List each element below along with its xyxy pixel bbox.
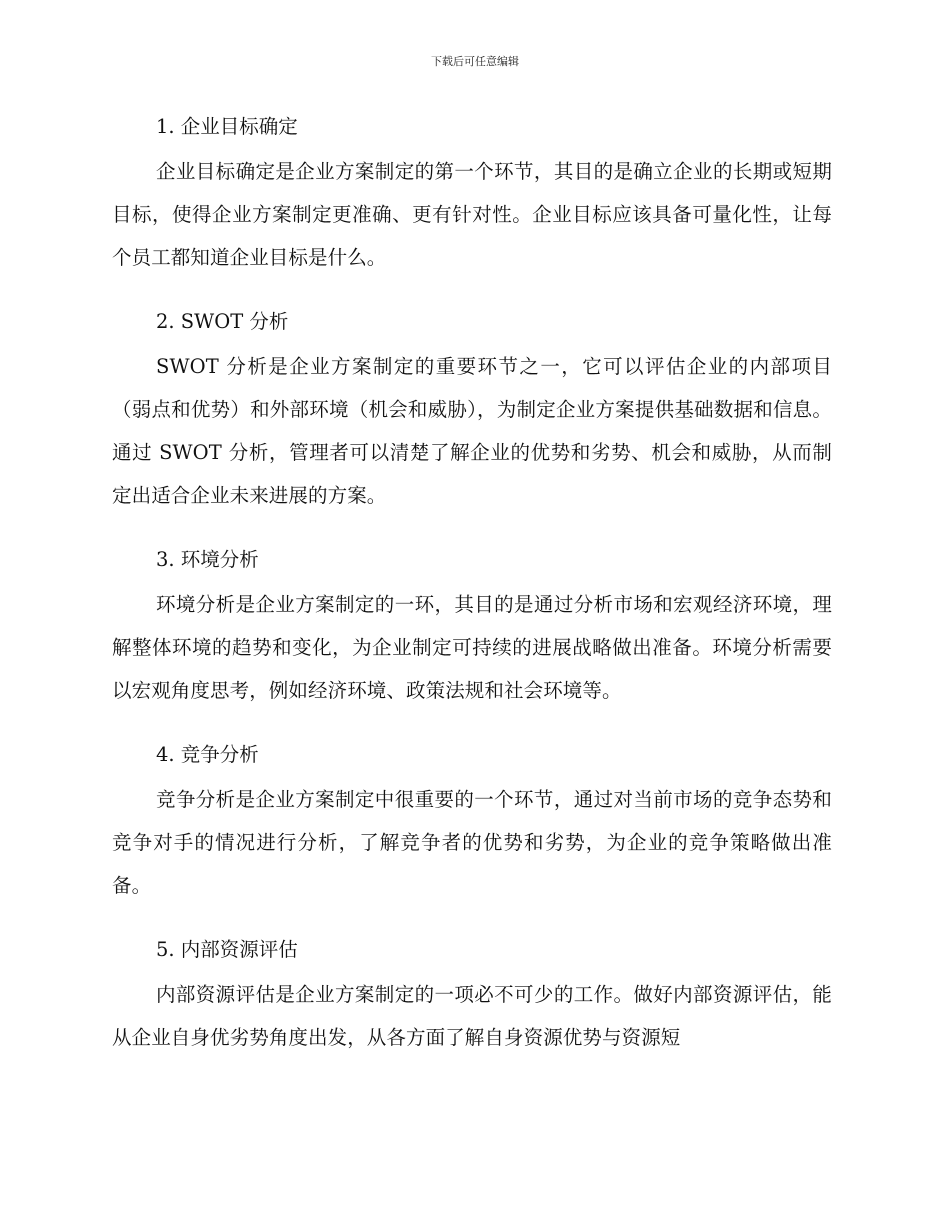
section-2 (112, 305, 832, 517)
section-paragraph: 内部资源评估是企业方案制定的一项必不可少的工作。做好内部资源评估，能从企业自身优劣势角度出发，从各方面了解自身资源优势与资源短 (112, 983, 832, 1049)
section-heading: 3. 环境分析 (156, 548, 259, 571)
section-paragraph: 环境分析是企业方案制定的一环，其目的是通过分析市场和宏观经济环境，理解整体环境的趋势和变化，为企业制定可持续的进展战略做出准备。环境分析需要以宏观角度思考，例如经济环境、政策法规和社会环境等。 (112, 593, 832, 702)
section-heading: 2. SWOT 分析 (156, 310, 289, 333)
section-1 (112, 110, 832, 279)
section-heading: 5. 内部资源评估 (156, 938, 298, 961)
section-paragraph: SWOT 分析是企业方案制定的重要环节之一，它可以评估企业的内部项目（弱点和优势）和外部环境（机会和威胁），为制定企业方案提供基础数据和信息。通过 SWOT 分析，管理者可以清楚了解企业的优势和劣势、机会和威胁，从而制定出适合企业未来进展的方案。 (112, 355, 832, 507)
section-3 (112, 543, 832, 712)
section-paragraph: 竞争分析是企业方案制定中很重要的一个环节，通过对当前市场的竞争态势和竞争对手的情况进行分析，了解竞争者的优势和劣势，为企业的竞争策略做出准备。 (112, 788, 832, 897)
page-header: 下载后可任意编辑 (431, 55, 519, 68)
section-paragraph: 企业目标确定是企业方案制定的第一个环节，其目的是确立企业的长期或短期目标，使得企业方案制定更准确、更有针对性。企业目标应该具备可量化性，让每个员工都知道企业目标是什么。 (112, 160, 832, 269)
section-5 (112, 933, 832, 1059)
section-heading: 1. 企业目标确定 (156, 115, 298, 138)
document-body (112, 110, 832, 1085)
section-heading: 4. 竞争分析 (156, 743, 259, 766)
section-4 (112, 738, 832, 907)
